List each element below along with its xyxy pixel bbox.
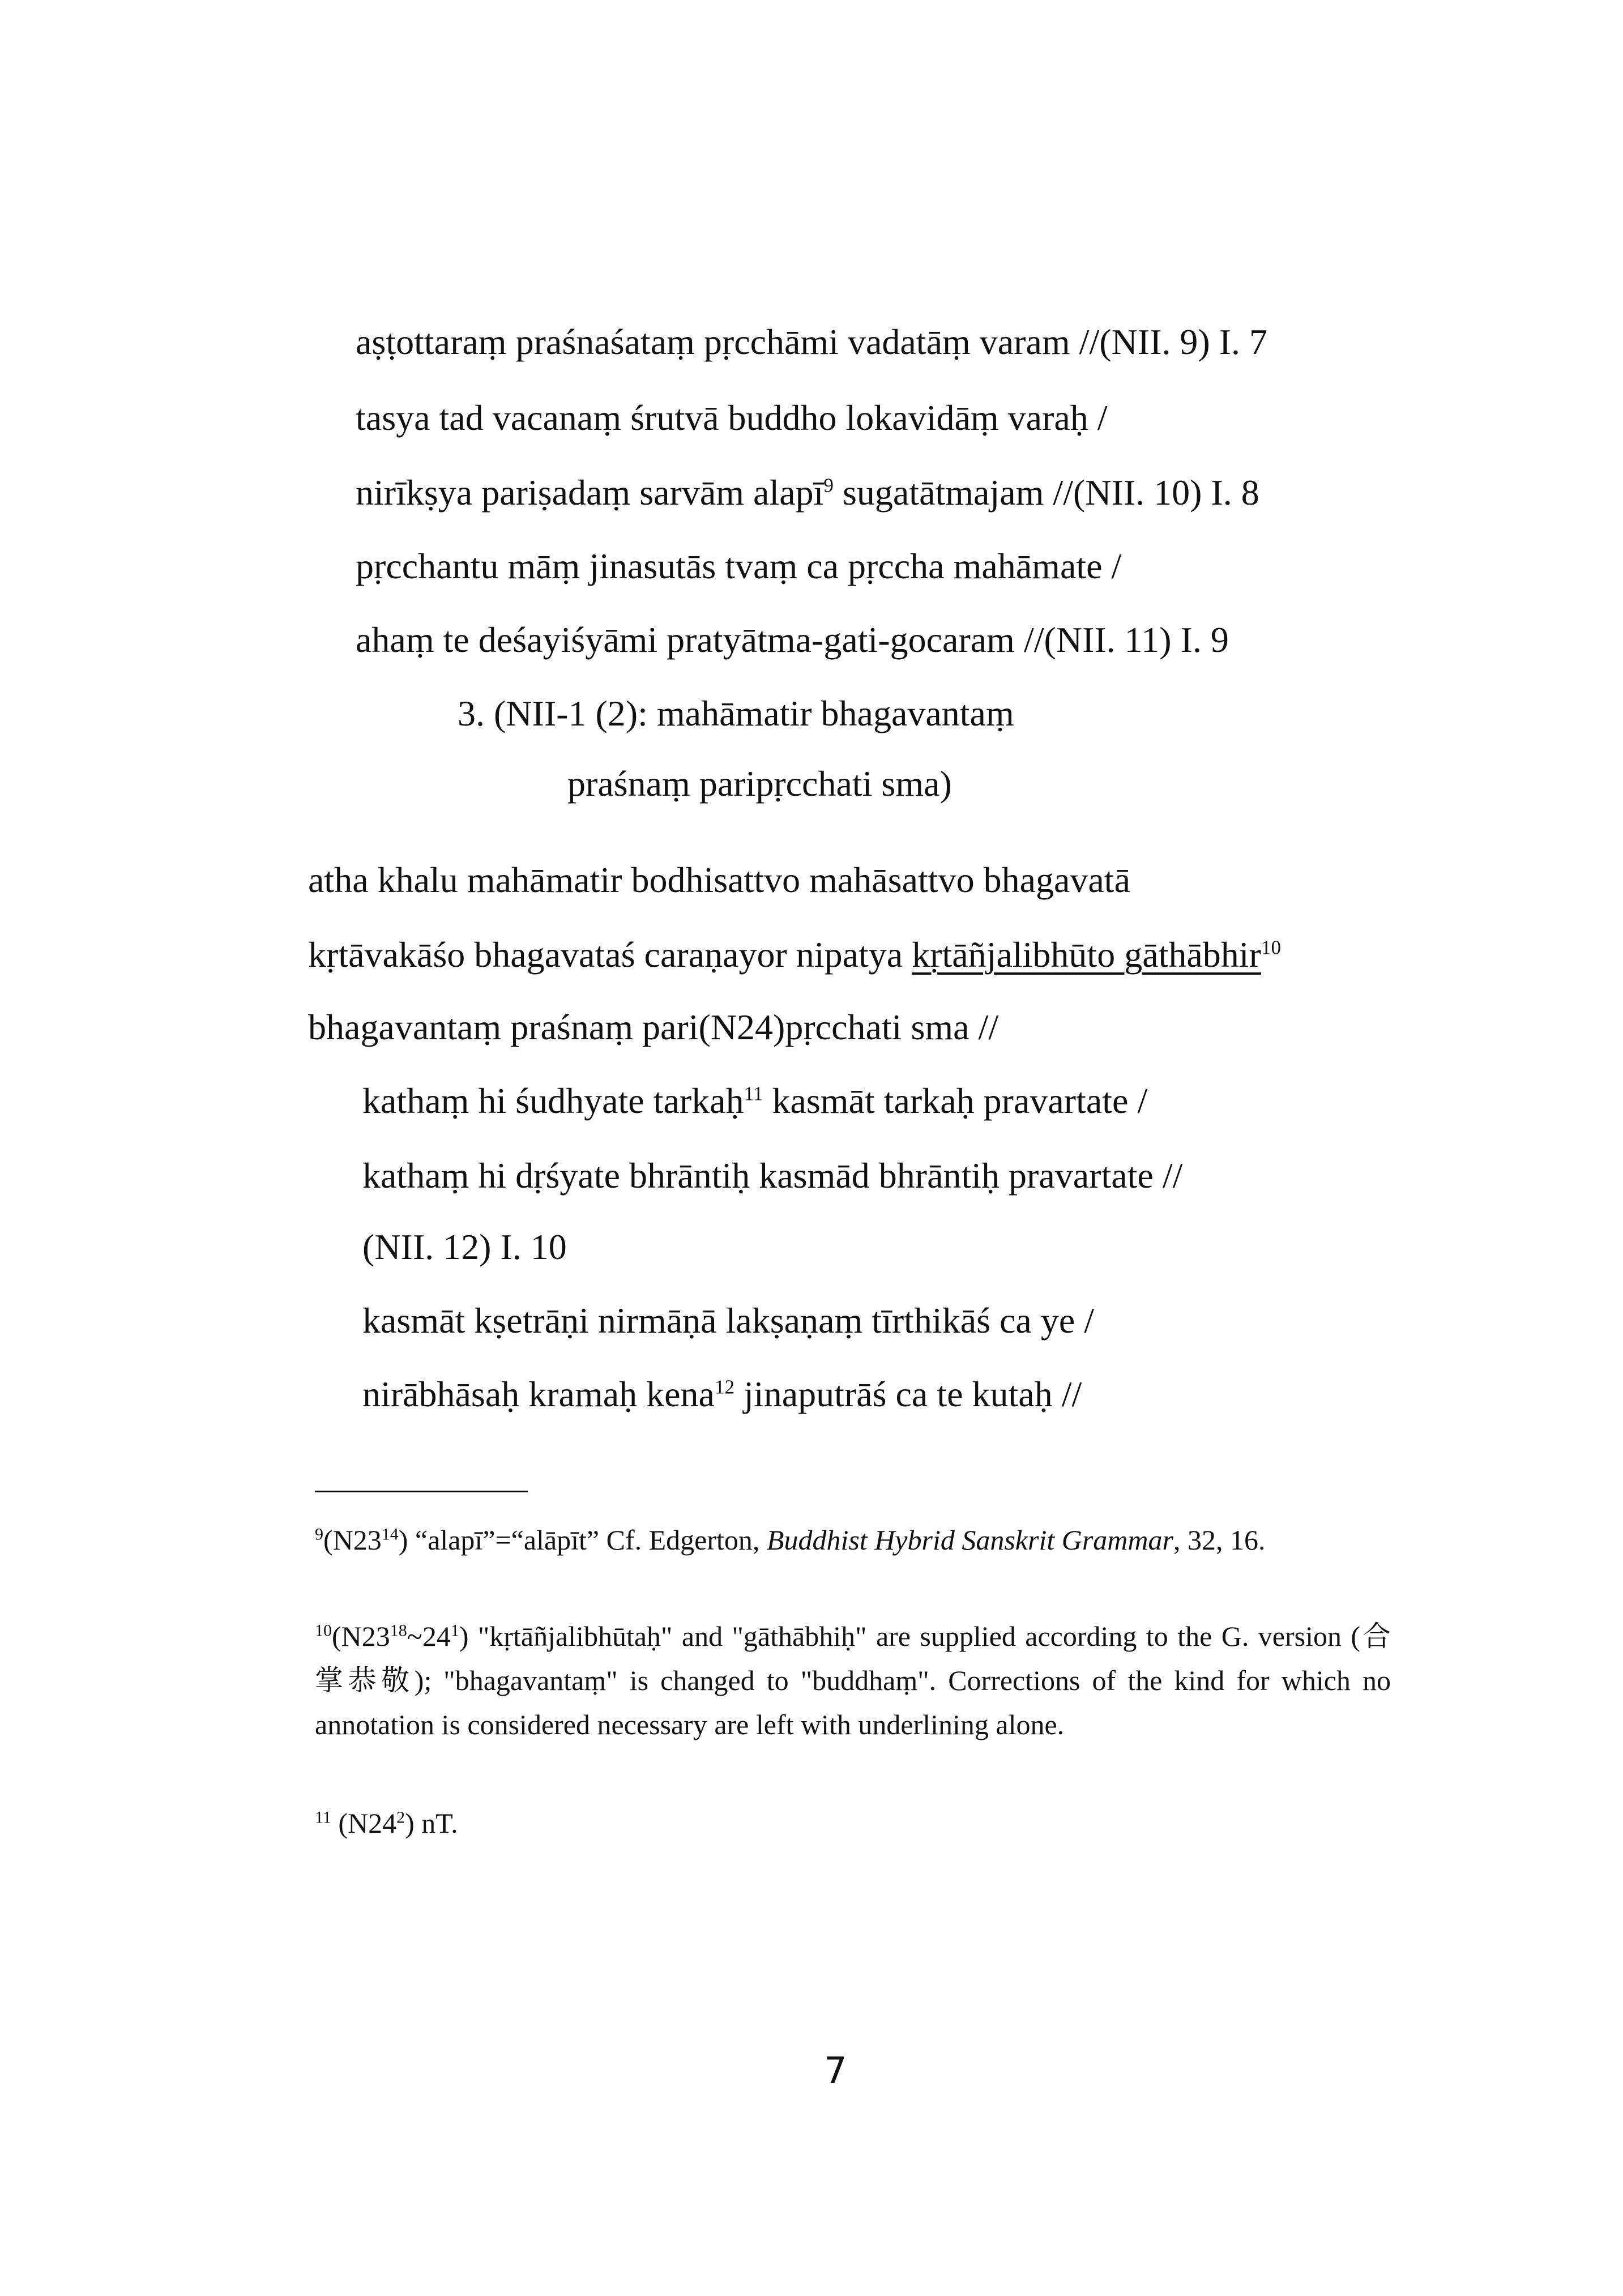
footnote-separator — [315, 1491, 528, 1492]
footnote-ref-9: 9 — [823, 474, 834, 497]
verse-reference: (NII. 12) I. 10 — [362, 1227, 567, 1267]
footnote-ref-10: 10 — [1261, 936, 1282, 959]
verse-line-8: kasmāt kṣetrāṇi nirmāṇā lakṣaṇaṃ tīrthikāś ca ye / — [362, 1300, 1094, 1341]
footnote-ref-11: 11 — [744, 1082, 763, 1105]
footnote-11: $^{11}$ $(N24^2)$ nT. — [315, 1807, 458, 1839]
underlined-correction: kṛtāñjalibhūto gāthābhir — [912, 934, 1261, 975]
book-title: Buddhist Hybrid Sanskrit Grammar — [766, 1524, 1173, 1556]
prose-line-2: kṛtāvakāśo bhagavataś caraṇayor nipatya kṛtāñjalibhūto gāthābhir$^{10}$ — [308, 934, 1282, 975]
verse-line-1: aṣṭottaraṃ praśnaśataṃ pṛcchāmi vadatāṃ varam //(NII. 9) I. 7 — [356, 322, 1267, 362]
verse-line-3: nirīkṣya pariṣadaṃ sarvām alapī$^9$ sugatātmajam //(NII. 10) I. 8 — [356, 472, 1259, 513]
verse-line-6: kathaṃ hi śudhyate tarkaḥ$^{11}$ kasmāt tarkaḥ pravartate / — [362, 1081, 1148, 1121]
prose-line-3: bhagavantaṃ praśnaṃ pari(N24)pṛcchati sma // — [308, 1007, 999, 1047]
section-heading-line-2: praśnaṃ paripṛcchati sma) — [567, 763, 952, 804]
footnote-10: $^{10}(N23^{18}\sim 24^1)$ "kṛtāñjalibhūtaḥ" and "gāthābhiḥ" are supplied according to the G. version (合掌恭敬); "bhagavantaṃ" is changed to "buddhaṃ". Corrections of the kind for which no annotation is considered necessary are left with underlining alone. — [315, 1620, 1391, 1740]
verse-line-2: tasya tad vacanaṃ śrutvā buddho lokavidāṃ varaḥ / — [356, 398, 1108, 438]
verse-line-7: kathaṃ hi dṛśyate bhrāntiḥ kasmād bhrāntiḥ pravartate // — [362, 1155, 1183, 1196]
prose-line-1: atha khalu mahāmatir bodhisattvo mahāsattvo bhagavatā — [308, 860, 1130, 900]
verse-line-9: nirābhāsaḥ kramaḥ kena$^{12}$ jinaputrāś ca te kutaḥ // — [362, 1374, 1082, 1414]
footnote-9: $^9(N23^{14})$ “alapī”=“alāpīt” Cf. Edgerton, Buddhist Hybrid Sanskrit Grammar, 32, 16. — [315, 1524, 1266, 1556]
verse-line-5: ahaṃ te deśayiśyāmi pratyātma-gati-gocaram //(NII. 11) I. 9 — [356, 620, 1229, 660]
page-number: 7 — [824, 2050, 847, 2092]
section-heading-line-1: 3. (NII-1 (2): mahāmatir bhagavantaṃ — [458, 693, 1014, 733]
verse-line-4: pṛcchantu māṃ jinasutās tvaṃ ca pṛccha mahāmate / — [356, 546, 1122, 586]
footnote-ref-12: 12 — [714, 1376, 735, 1398]
